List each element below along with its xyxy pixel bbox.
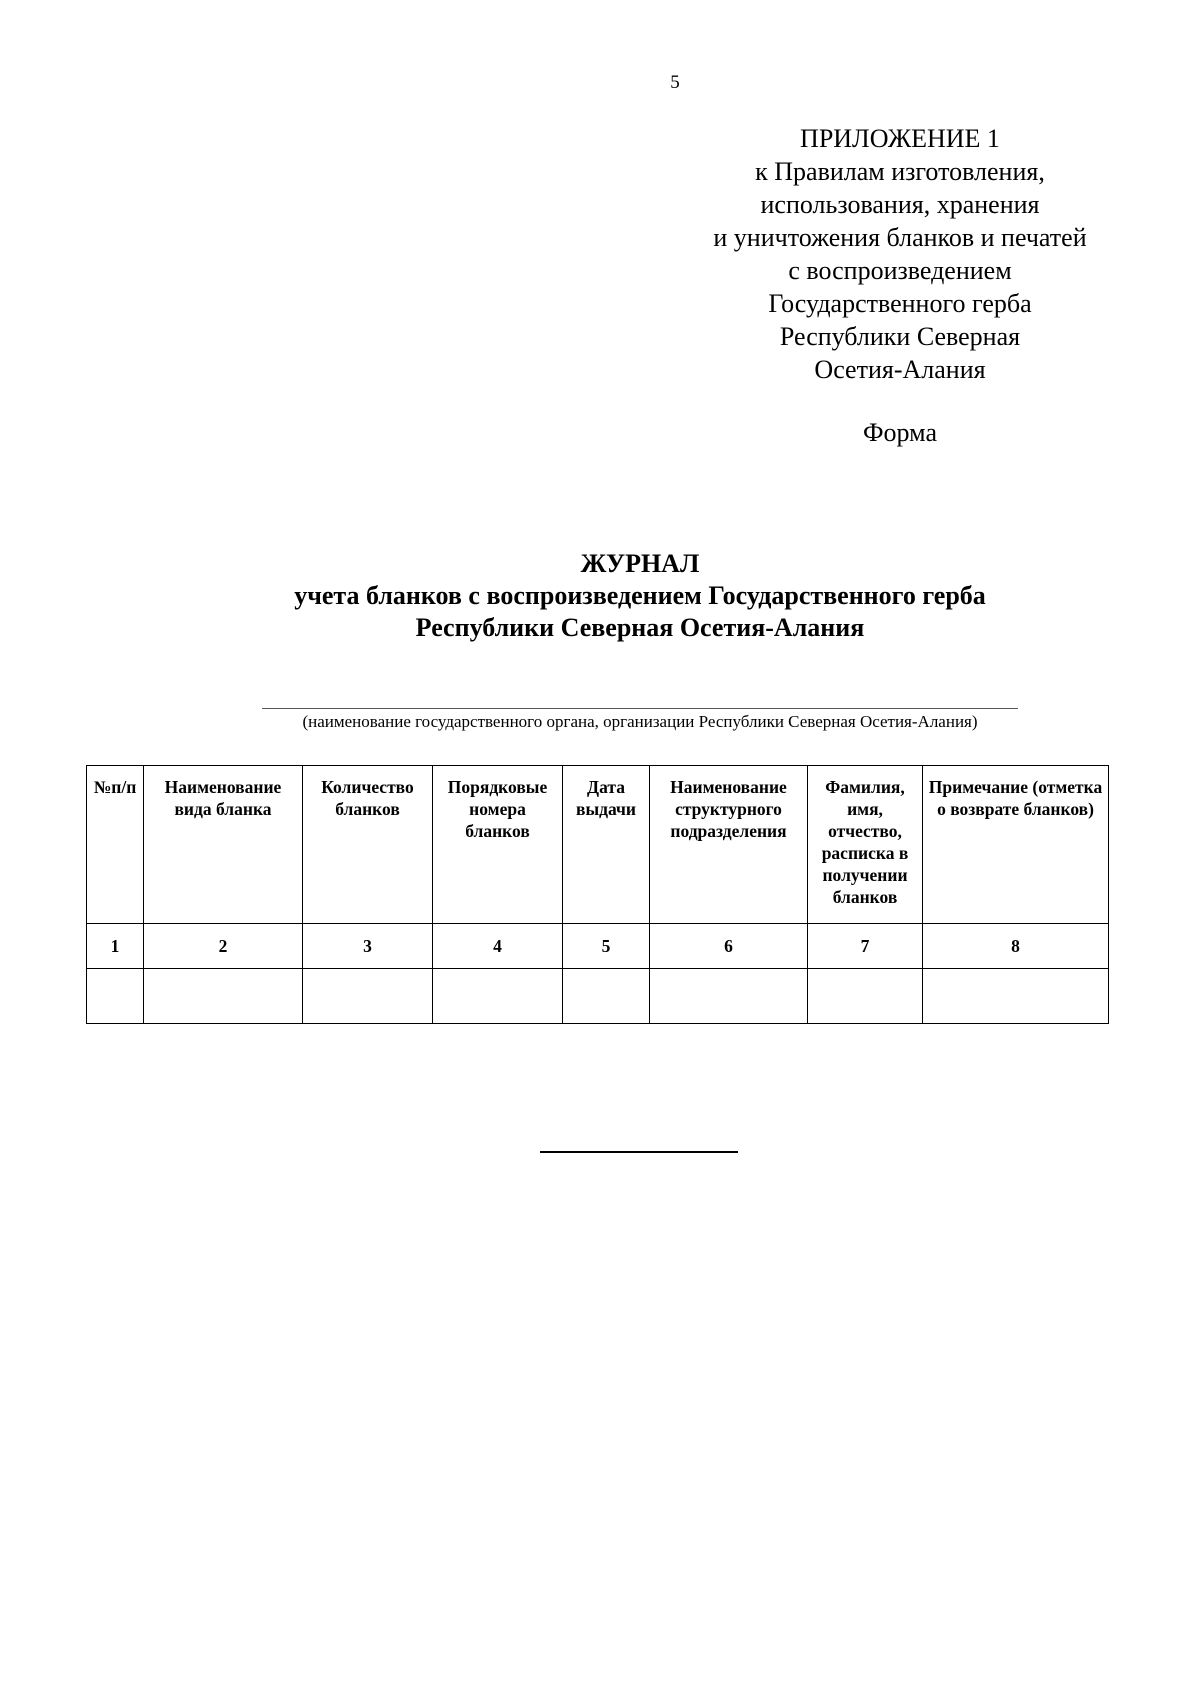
empty-cell <box>87 969 144 1024</box>
column-number-row <box>87 924 1109 969</box>
journal-title <box>140 548 1140 644</box>
appendix-header <box>670 122 1130 386</box>
appendix-line: и уничтожения бланков и печатей <box>713 223 1087 252</box>
journal-table <box>86 765 1109 1024</box>
header-cell-note: Примечание (отметка о возврате бланков) <box>923 766 1109 924</box>
header-cell-serial-numbers: Порядковые номера бланков <box>433 766 563 924</box>
appendix-line: к Правилам изготовления, <box>755 157 1045 186</box>
column-number-cell: 4 <box>433 924 563 969</box>
column-number-cell: 2 <box>144 924 303 969</box>
header-cell-quantity: Количество бланков <box>303 766 433 924</box>
appendix-line: с воспроизведением <box>788 256 1012 285</box>
empty-cell <box>303 969 433 1024</box>
table-row <box>87 969 1109 1024</box>
header-cell-issue-date: Дата выдачи <box>563 766 650 924</box>
empty-cell <box>650 969 808 1024</box>
header-cell-form-type: Наименование вида бланка <box>144 766 303 924</box>
org-name-caption: (наименование государственного органа, организации Республики Северная Осетия-Алания) <box>302 712 978 731</box>
header-cell-recipient: Фамилия, имя, отчество, расписка в получении бланков <box>808 766 923 924</box>
empty-cell <box>923 969 1109 1024</box>
column-number-cell: 3 <box>303 924 433 969</box>
empty-cell <box>433 969 563 1024</box>
empty-cell <box>563 969 650 1024</box>
page-number: 5 <box>670 72 680 93</box>
org-name-blank-line <box>262 708 1018 709</box>
journal-title-line: Республики Северная Осетия-Алания <box>415 613 865 642</box>
journal-title-line: ЖУРНАЛ <box>580 549 700 578</box>
empty-cell <box>808 969 923 1024</box>
empty-cell <box>144 969 303 1024</box>
document-end-line <box>540 1151 738 1153</box>
header-cell-department: Наименование структурного подразделения <box>650 766 808 924</box>
form-label: Форма <box>863 418 937 447</box>
column-number-cell: 5 <box>563 924 650 969</box>
appendix-line: Республики Северная <box>779 322 1021 351</box>
column-number-cell: 6 <box>650 924 808 969</box>
table-header-row <box>87 766 1109 924</box>
header-cell-number: №п/п <box>87 766 144 924</box>
appendix-line: Государственного герба <box>768 289 1032 318</box>
journal-title-line: учета бланков с воспроизведением Государственного герба <box>294 581 986 610</box>
column-number-cell: 8 <box>923 924 1109 969</box>
column-number-cell: 7 <box>808 924 923 969</box>
appendix-line: использования, хранения <box>760 190 1040 219</box>
column-number-cell: 1 <box>87 924 144 969</box>
appendix-line: ПРИЛОЖЕНИЕ 1 <box>800 124 1000 153</box>
appendix-line: Осетия-Алания <box>814 355 986 384</box>
